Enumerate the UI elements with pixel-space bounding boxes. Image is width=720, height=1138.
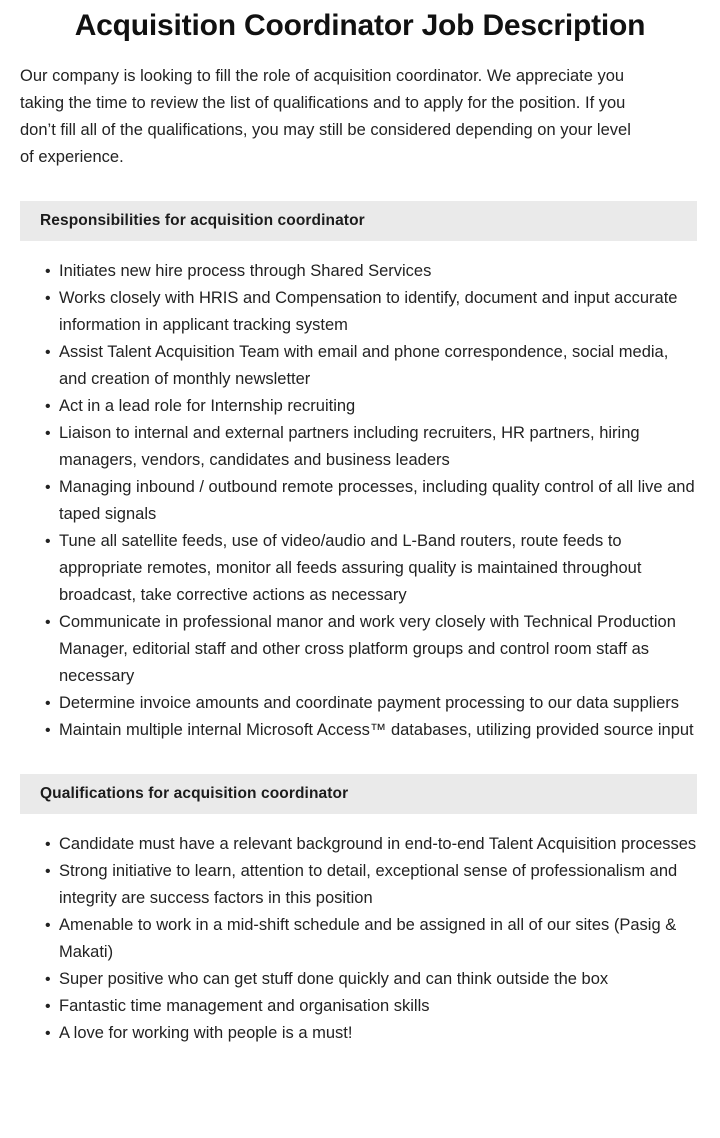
- list-item-text: Communicate in professional manor and work very closely with Technical Production Manager, editorial staff and other cross platform groups and control room staff as necessary: [59, 612, 676, 685]
- bullet-point-icon: •: [45, 970, 51, 988]
- list-item: [45, 858, 698, 912]
- list-item-text: A love for working with people is a must!: [59, 1023, 353, 1042]
- list-item: [45, 690, 698, 717]
- section-qualifications: [0, 774, 720, 1047]
- bullet-point-icon: •: [45, 478, 51, 496]
- bullet-point-icon: •: [45, 613, 51, 631]
- page-bottom-spacer: [0, 1047, 720, 1077]
- list-item-text: Maintain multiple internal Microsoft Access™ databases, utilizing provided source input: [59, 720, 694, 739]
- bullet-point-icon: •: [45, 694, 51, 712]
- qualifications-list: [0, 814, 720, 1047]
- responsibilities-list: [0, 241, 720, 744]
- list-item: [45, 393, 698, 420]
- bullet-point-icon: •: [45, 397, 51, 415]
- list-item: [45, 474, 698, 528]
- bullet-point-icon: •: [45, 835, 51, 853]
- bullet-point-icon: •: [45, 343, 51, 361]
- list-item-text: Assist Talent Acquisition Team with email and phone correspondence, social media, and creation of monthly newsletter: [59, 342, 669, 388]
- list-item: [45, 1020, 698, 1047]
- page-title: Acquisition Coordinator Job Description: [74, 9, 646, 42]
- bullet-point-icon: •: [45, 862, 51, 880]
- list-item: [45, 528, 698, 609]
- list-item-text: Candidate must have a relevant background in end-to-end Talent Acquisition processes: [59, 834, 697, 853]
- intro-paragraph: Our company is looking to fill the role of acquisition coordinator. We appreciate you taking the time to review the list of qualifications and to apply for the position. If you don’t fill all of the qualifications, you may still be considered depending on your level of experience.: [20, 66, 631, 166]
- list-item-text: Fantastic time management and organisation skills: [59, 996, 430, 1015]
- list-item-text: Super positive who can get stuff done quickly and can think outside the box: [59, 969, 609, 988]
- list-item: [45, 420, 698, 474]
- section-header-label: Qualifications for acquisition coordinator: [40, 784, 349, 802]
- list-item: [45, 717, 698, 744]
- bullet-point-icon: •: [45, 262, 51, 280]
- list-item: [45, 912, 698, 966]
- list-item: [45, 966, 698, 993]
- list-item-text: Initiates new hire process through Shared Services: [59, 261, 432, 280]
- bullet-point-icon: •: [45, 532, 51, 550]
- bullet-point-icon: •: [45, 289, 51, 307]
- list-item-text: Liaison to internal and external partners including recruiters, HR partners, hiring managers, vendors, candidates and business leaders: [59, 423, 640, 469]
- bullet-point-icon: •: [45, 1024, 51, 1042]
- list-item: [45, 993, 698, 1020]
- bullet-point-icon: •: [45, 997, 51, 1015]
- bullet-point-icon: •: [45, 916, 51, 934]
- list-item-text: Determine invoice amounts and coordinate payment processing to our data suppliers: [59, 693, 680, 712]
- bullet-point-icon: •: [45, 424, 51, 442]
- list-item: [45, 258, 698, 285]
- list-item-text: Act in a lead role for Internship recruiting: [59, 396, 356, 415]
- section-responsibilities: [0, 201, 720, 744]
- list-item-text: Managing inbound / outbound remote processes, including quality control of all live and taped signals: [59, 477, 695, 523]
- bullet-point-icon: •: [45, 721, 51, 739]
- list-item: [45, 285, 698, 339]
- list-item-text: Tune all satellite feeds, use of video/audio and L-Band routers, route feeds to appropriate remotes, monitor all feeds assuring quality is maintained throughout broadcast, take corrective actions as necessary: [59, 531, 642, 604]
- list-item: [45, 831, 698, 858]
- section-header-responsibilities: [20, 201, 697, 241]
- section-header-label: Responsibilities for acquisition coordinator: [40, 211, 365, 229]
- list-item: [45, 339, 698, 393]
- list-item: [45, 609, 698, 690]
- list-item-text: Strong initiative to learn, attention to detail, exceptional sense of professionalism and integrity are success factors in this position: [59, 861, 678, 907]
- section-header-qualifications: [20, 774, 697, 814]
- list-item-text: Amenable to work in a mid-shift schedule and be assigned in all of our sites (Pasig & Makati): [59, 915, 677, 961]
- list-item-text: Works closely with HRIS and Compensation to identify, document and input accurate information in applicant tracking system: [59, 288, 678, 334]
